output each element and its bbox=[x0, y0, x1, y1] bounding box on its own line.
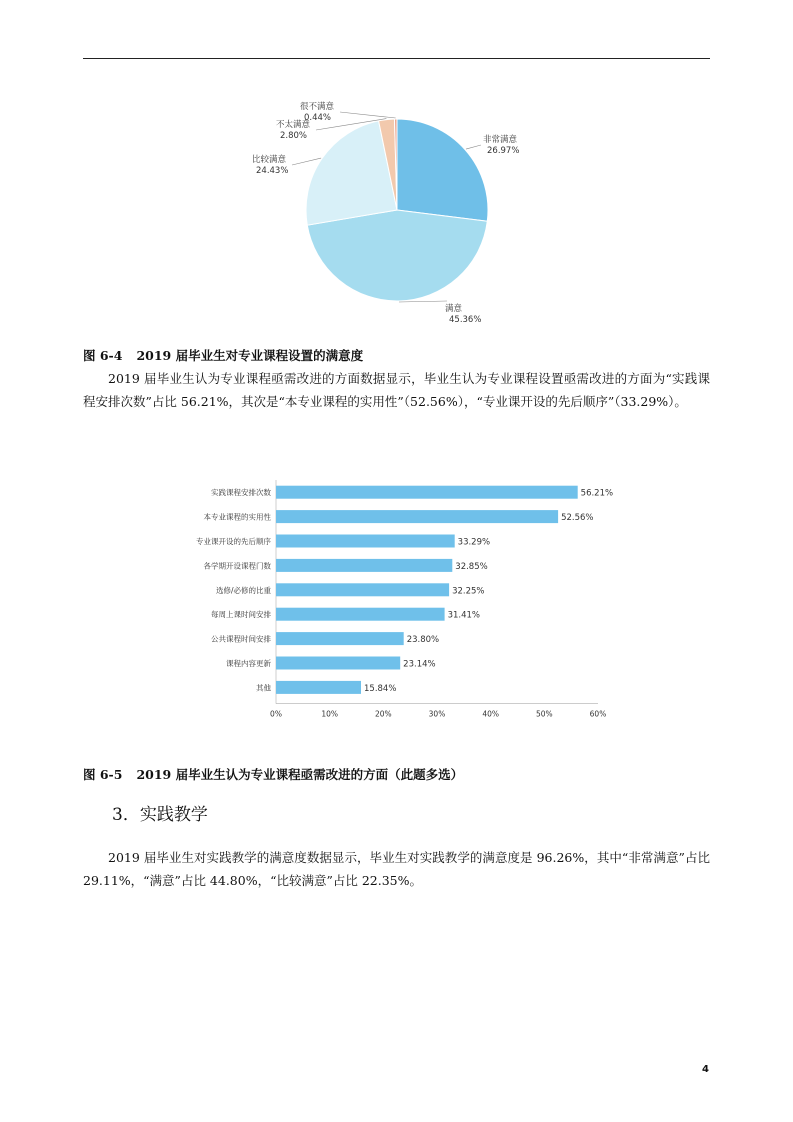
bar bbox=[276, 486, 578, 499]
pie-label-satisfied bbox=[399, 301, 481, 325]
bar-category-label: 本专业课程的实用性 bbox=[203, 512, 271, 522]
pie-label-name: 很不满意 bbox=[300, 102, 335, 112]
figure-6-4-number: 图 6-4 bbox=[83, 348, 123, 363]
bar-value-label: 15.84% bbox=[364, 683, 397, 694]
paragraph-improvement-areas: 2019 届毕业生认为专业课程亟需改进的方面数据显示，毕业生认为专业课程设置亟需改进的方面为“实践课程安排次数”占比 56.21%，其次是“本专业课程的实用性”（52.56%），“专业课开设的先后顺序”（33.29%）。 bbox=[83, 371, 710, 409]
pie-label-name: 不太满意 bbox=[276, 120, 311, 130]
bar bbox=[276, 583, 449, 596]
bar-x-tick-label: 50% bbox=[535, 709, 553, 719]
bar-x-tick-label: 40% bbox=[482, 709, 500, 719]
bar-category-label: 实践课程安排次数 bbox=[211, 488, 271, 498]
bar-x-tick-label: 20% bbox=[374, 709, 392, 719]
bar-value-label: 23.14% bbox=[403, 659, 436, 670]
pie-label-name: 非常满意 bbox=[483, 135, 518, 145]
bar-x-tick-label: 10% bbox=[321, 709, 339, 719]
pie-label-value: 26.97% bbox=[487, 146, 520, 156]
bar-value-label: 52.56% bbox=[561, 513, 594, 524]
bar bbox=[276, 535, 455, 548]
bar bbox=[276, 632, 404, 645]
bar-value-label: 23.80% bbox=[406, 635, 440, 646]
paragraph-practice-satisfaction: 2019 届毕业生对实践教学的满意度数据显示，毕业生对实践教学的满意度是 96.26%，其中“非常满意”占比 29.11%，“满意”占比 44.80%，“比较满意”占比 22.35%。 bbox=[83, 850, 710, 888]
satisfaction-pie-chart bbox=[230, 96, 530, 328]
pie-label-value: 0.44% bbox=[304, 113, 332, 123]
bar-category-label: 课程内容更新 bbox=[226, 659, 271, 668]
bar bbox=[276, 681, 361, 694]
bar-category-label: 其他 bbox=[256, 683, 271, 693]
pie-label-name: 满意 bbox=[445, 304, 463, 314]
bar bbox=[276, 608, 445, 621]
bar-category-label: 公共课程时间安排 bbox=[211, 634, 271, 644]
pie-label-very-satisfied bbox=[466, 134, 519, 156]
figure-6-5-title: 2019 届毕业生认为专业课程亟需改进的方面（此题多选） bbox=[136, 767, 464, 782]
pie-label-value: 45.36% bbox=[449, 315, 482, 325]
bar-x-tick-label: 0% bbox=[270, 709, 282, 719]
bar bbox=[276, 559, 452, 572]
bar-category-label: 选修/必修的比重 bbox=[215, 585, 271, 595]
header-rule bbox=[83, 58, 710, 59]
pie-leader-line bbox=[292, 158, 321, 165]
bar bbox=[276, 657, 400, 670]
page-number: 4 bbox=[702, 1064, 709, 1075]
figure-6-4-title: 2019 届毕业生对专业课程设置的满意度 bbox=[136, 348, 364, 363]
bar-value-label: 32.85% bbox=[455, 561, 488, 572]
bar-value-label: 33.29% bbox=[457, 537, 491, 548]
pie-leader-line bbox=[399, 301, 447, 302]
bar-value-label: 32.25% bbox=[452, 586, 485, 597]
bar-x-tick-label: 30% bbox=[428, 709, 446, 719]
section-heading-practice-teaching: 3．实践教学 bbox=[112, 805, 208, 825]
bar-value-label: 56.21% bbox=[580, 488, 614, 499]
pie-leader-line bbox=[466, 145, 481, 149]
bar-category-label: 各学期开设课程门数 bbox=[203, 561, 271, 571]
pie-slice-satisfied bbox=[307, 210, 487, 301]
figure-6-5-caption bbox=[83, 765, 463, 783]
bar-value-label: 31.41% bbox=[447, 610, 480, 621]
bar-category-label: 每周上课时间安排 bbox=[211, 610, 271, 620]
improvement-bar-chart bbox=[190, 470, 620, 725]
pie-leader-line bbox=[340, 112, 396, 118]
bar bbox=[276, 510, 558, 523]
pie-label-fairly-satisfied bbox=[252, 154, 321, 176]
pie-label-value: 24.43% bbox=[256, 166, 289, 176]
pie-label-value: 2.80% bbox=[280, 131, 308, 141]
figure-6-5-number: 图 6-5 bbox=[83, 767, 123, 782]
pie-slice-very-satisfied bbox=[397, 119, 488, 221]
pie-label-name: 比较满意 bbox=[252, 155, 287, 165]
bar-category-label: 专业课开设的先后顺序 bbox=[196, 537, 271, 546]
bar-x-tick-label: 60% bbox=[589, 709, 607, 719]
figure-6-4-caption bbox=[83, 346, 363, 364]
